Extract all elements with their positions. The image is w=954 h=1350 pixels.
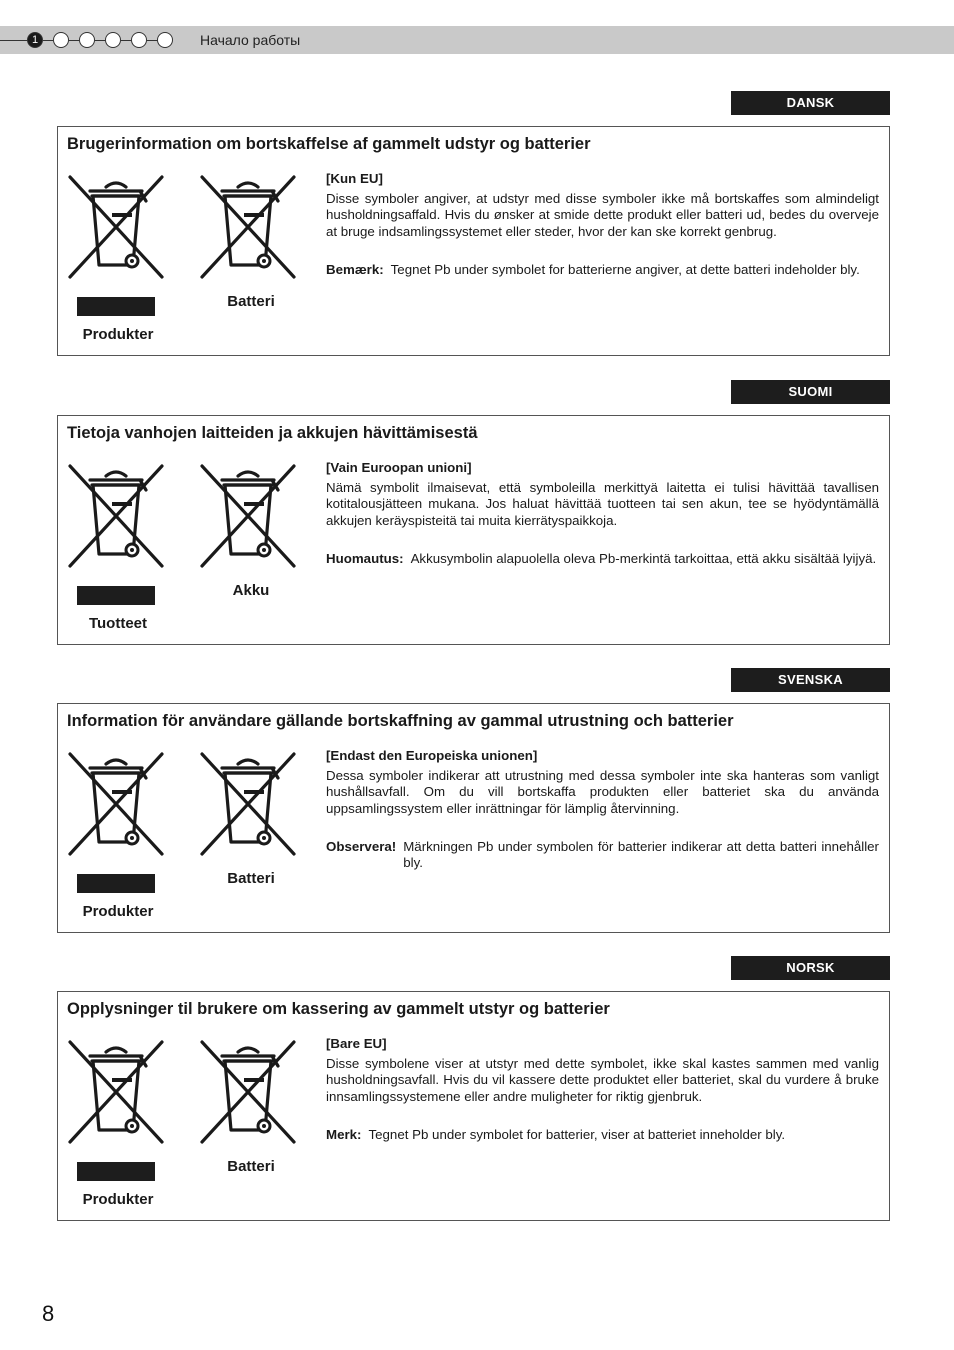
section-title: Information för användare gällande bortskaffning av gammal utrustning och batterier bbox=[67, 712, 734, 730]
battery-label: Batteri bbox=[227, 293, 275, 310]
description: Nämä symbolit ilmaisevat, että symboleilla merkittyä laitetta ei tulisi hävittää tavallisen kotitalousjätteen mukana. Jos haluat hävittää tuotteen tai sen akun, tee se hyödyntämällä akkujen keräyspisteitä tai muita kierrätyspaikkoja. bbox=[326, 480, 879, 528]
crossed-bin-icon bbox=[66, 1038, 166, 1146]
products-label: Produkter bbox=[82, 1191, 154, 1208]
step-indicator bbox=[27, 31, 173, 49]
info-box-norsk bbox=[57, 991, 890, 1221]
step-2 bbox=[53, 32, 69, 48]
step-6 bbox=[157, 32, 173, 48]
products-label: Tuotteet bbox=[88, 615, 148, 632]
section-title: Tietoja vanhojen laitteiden ja akkujen hävittämisestä bbox=[67, 424, 478, 442]
step-connector bbox=[95, 40, 105, 41]
step-connector bbox=[147, 40, 157, 41]
products-label: Produkter bbox=[82, 326, 154, 343]
info-text bbox=[326, 460, 879, 567]
step-connector bbox=[43, 40, 53, 41]
section-title: Brugerinformation om bortskaffelse af gammelt udstyr og batterier bbox=[67, 135, 591, 153]
note-label: Bemærk: bbox=[326, 261, 384, 277]
language-tab-dansk: DANSK bbox=[731, 91, 890, 115]
info-text bbox=[326, 748, 879, 871]
language-tab-suomi: SUOMI bbox=[731, 380, 890, 404]
step-connector bbox=[69, 40, 79, 41]
description: Dessa symboler indikerar att utrustning med dessa symboler inte ska hanteras som vanligt hushållsavfall. Om du vill bortskaffa produkten eller batteriet ska du använda uppsamlingssystem eller inrättningar för lämplig återvinning. bbox=[326, 768, 879, 816]
crossed-bin-icon bbox=[66, 750, 166, 858]
note bbox=[326, 1127, 879, 1143]
solid-bar-mark bbox=[77, 874, 155, 893]
info-box-dansk bbox=[57, 126, 890, 356]
section-title: Opplysninger til brukere om kassering av gammelt utstyr og batterier bbox=[67, 1000, 610, 1018]
crossed-bin-icon bbox=[198, 1038, 298, 1146]
description: Disse symbolene viser at utstyr med dette symbolet, ikke skal kastes sammen med vanlig husholdningsavfall. Hvis du vil kassere dette produktet eller batteriet, skal du vurdere å bruke innsamlingssystemene eller andre muligheter for riktig gjenbruk. bbox=[326, 1056, 879, 1104]
crossed-bin-icon bbox=[198, 173, 298, 281]
solid-bar-mark bbox=[77, 297, 155, 316]
info-text bbox=[326, 171, 879, 278]
header-line bbox=[0, 40, 28, 41]
step-connector bbox=[121, 40, 131, 41]
step-5 bbox=[131, 32, 147, 48]
region-label: [Vain Euroopan unioni] bbox=[326, 460, 472, 475]
note bbox=[326, 262, 879, 278]
language-tab-norsk: NORSK bbox=[731, 956, 890, 980]
region-label: [Kun EU] bbox=[326, 171, 383, 186]
description: Disse symboler angiver, at udstyr med disse symboler ikke må bortskaffes som almindeligt husholdningsaffald. Hvis du ønsker at smide dette produkt eller batteri ud, bedes du overveje at bruge indsamlingssystemet eller steder, hvor der kan ske korrekt genbrug. bbox=[326, 191, 879, 239]
battery-label: Batteri bbox=[227, 1158, 275, 1175]
note bbox=[326, 839, 879, 871]
step-1: 1 bbox=[27, 32, 43, 48]
note-text: Tegnet Pb under symbolet for batterierne angiver, at dette batteri indeholder bly. bbox=[390, 261, 860, 277]
note-text: Märkningen Pb under symbolen för batterier indikerar att detta batteri innehåller bly. bbox=[403, 838, 879, 871]
crossed-bin-icon bbox=[198, 462, 298, 570]
note-label: Huomautus: bbox=[326, 550, 404, 566]
note-label: Merk: bbox=[326, 1126, 362, 1142]
info-box-suomi bbox=[57, 415, 890, 645]
info-box-svenska bbox=[57, 703, 890, 933]
info-text bbox=[326, 1036, 879, 1143]
solid-bar-mark bbox=[77, 1162, 155, 1181]
region-label: [Bare EU] bbox=[326, 1036, 387, 1051]
note-label: Observera! bbox=[326, 838, 397, 854]
region-label: [Endast den Europeiska unionen] bbox=[326, 748, 538, 763]
crossed-bin-icon bbox=[66, 173, 166, 281]
note-text: Akkusymbolin alapuolella oleva Pb-merkintä tarkoittaa, että akku sisältää lyijyä. bbox=[410, 550, 877, 566]
crossed-bin-icon bbox=[198, 750, 298, 858]
battery-label: Batteri bbox=[227, 870, 275, 887]
products-label: Produkter bbox=[82, 903, 154, 920]
chapter-title: Начало работы bbox=[200, 32, 301, 48]
step-3 bbox=[79, 32, 95, 48]
solid-bar-mark bbox=[77, 586, 155, 605]
crossed-bin-icon bbox=[66, 462, 166, 570]
language-tab-svenska: SVENSKA bbox=[731, 668, 890, 692]
step-4 bbox=[105, 32, 121, 48]
note-text: Tegnet Pb under symbolet for batterier, viser at batteriet inneholder bly. bbox=[368, 1126, 786, 1142]
note bbox=[326, 551, 879, 567]
battery-label: Akku bbox=[232, 582, 270, 599]
page-number: 8 bbox=[42, 1301, 55, 1326]
